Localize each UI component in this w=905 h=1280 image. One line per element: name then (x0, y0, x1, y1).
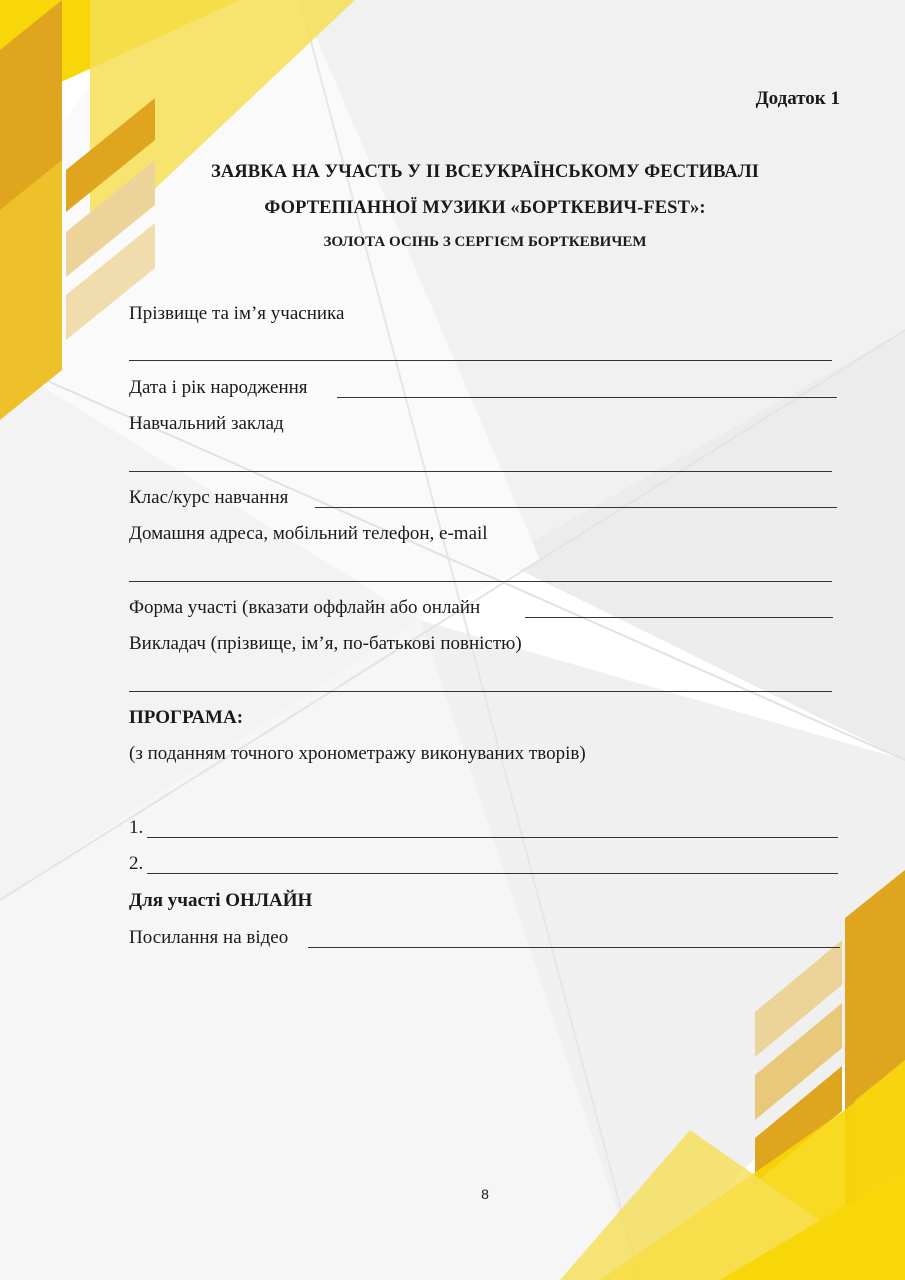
program-item-2-number: 2. (129, 853, 144, 874)
appendix-label: Додаток 1 (755, 88, 840, 109)
online-heading: Для участі ОНЛАЙН (129, 890, 313, 911)
contacts-label: Домашня адреса, мобільний телефон, e-mail (129, 523, 488, 544)
contacts-input-line[interactable] (129, 581, 832, 582)
page-number: 8 (481, 1186, 489, 1202)
birth-input-line[interactable] (337, 397, 837, 398)
name-label: Прізвище та ім’я учасника (129, 303, 345, 324)
program-note: (з поданням точного хронометражу виконуваних творів) (129, 743, 586, 764)
school-label: Навчальний заклад (129, 413, 284, 434)
name-input-line[interactable] (129, 360, 832, 361)
program-item-1-line[interactable] (147, 837, 838, 838)
program-item-1-number: 1. (129, 817, 144, 838)
teacher-label: Викладач (прізвище, ім’я, по-батькові повністю) (129, 633, 522, 654)
form-subtitle: ЗОЛОТА ОСІНЬ З СЕРГІЄМ БОРТКЕВИЧЕМ (323, 234, 647, 250)
program-item-2-line[interactable] (147, 873, 838, 874)
video-link-label: Посилання на відео (129, 927, 289, 948)
class-input-line[interactable] (315, 507, 837, 508)
form-title-line1: ЗАЯВКА НА УЧАСТЬ У ІІ ВСЕУКРАЇНСЬКОМУ ФЕСТИВАЛІ (210, 162, 760, 182)
video-link-input-line[interactable] (308, 947, 840, 948)
program-heading: ПРОГРАМА: (129, 707, 244, 728)
school-input-line[interactable] (129, 471, 832, 472)
form-title-line2: ФОРТЕПІАННОЇ МУЗИКИ «БОРТКЕВИЧ-FEST»: (264, 198, 706, 218)
teacher-input-line[interactable] (129, 691, 832, 692)
format-input-line[interactable] (525, 617, 833, 618)
class-label: Клас/курс навчання (129, 487, 289, 508)
birth-label: Дата і рік народження (129, 377, 308, 398)
format-label: Форма участі (вказати оффлайн або онлайн (129, 597, 481, 618)
